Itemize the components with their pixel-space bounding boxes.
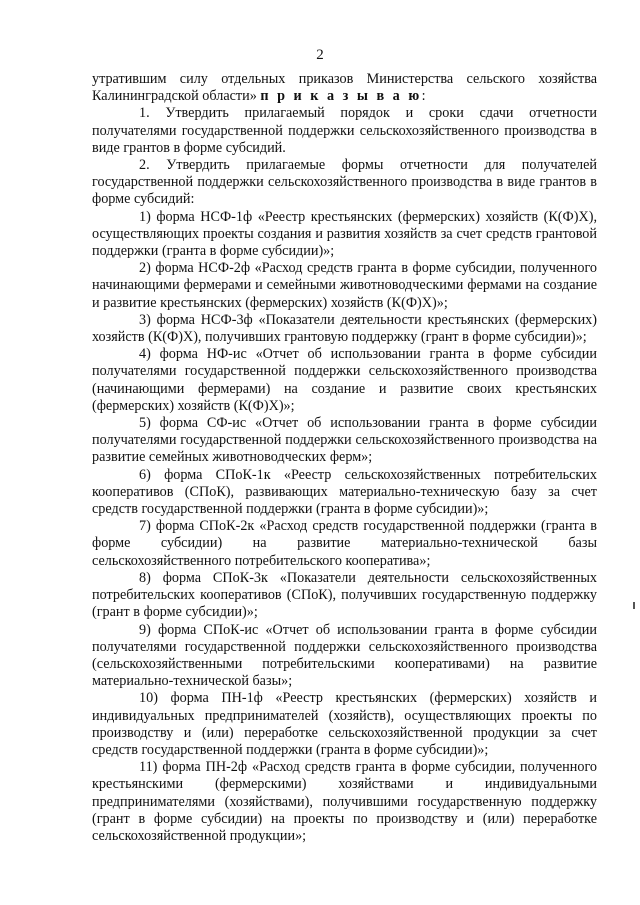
list-item-form-nf-is: 4) форма НФ-ис «Отчет об использовании гранта в форме субсидии получателями государственной поддержки сельскохозяйственного производства (начинающими фермерами) на создание и развитие своих крестьянских (фермерских) хозяйств (К(Ф)Х)»;: [92, 346, 597, 414]
list-item-form-spok-2k: 7) форма СПоК-2к «Расход средств государственной поддержки (гранта в форме субсидии) на развитие материально-технической базы сельскохозяйственного потребительского кооператива»;: [92, 518, 597, 569]
scan-edge-mark: [633, 602, 635, 609]
intro-colon: :: [421, 88, 426, 105]
document-body: [92, 71, 597, 845]
paragraph-approve-procedure: 1. Утвердить прилагаемый порядок и сроки сдачи отчетности получателями государственной поддержки сельскохозяйственного производства в виде грантов в форме субсидий.: [92, 105, 597, 156]
list-item-form-spok-1k: 6) форма СПоК-1к «Реестр сельскохозяйственных потребительских кооперативов (СПоК), развивающих материально-техническую базу за счет средств государственной поддержки (гранта в форме субсидии)»;: [92, 466, 597, 518]
list-item-form-nsf-1f: 1) форма НСФ-1ф «Реестр крестьянских (фермерских) хозяйств (К(Ф)Х), осуществляющих проекты создания и развития хозяйств за счет средств грантовой поддержки (гранта в форме субсидии)»;: [92, 208, 597, 260]
intro-text: утратившим силу отдельных приказов Министерства сельского хозяйства Калининградской области»: [92, 71, 597, 105]
list-item-form-nsf-3f: 3) форма НСФ-3ф «Показатели деятельности крестьянских (фермерских) хозяйств (К(Ф)Х), получивших грантовую поддержку (грант в форме субсидии)»;: [92, 311, 597, 346]
list-item-form-pn-1f: 10) форма ПН-1ф «Реестр крестьянских (фермерских) хозяйств и индивидуальных предпринимателей (хозяйств), осуществляющих проекты по производству и (или) переработке сельскохозяйственной продукции за счет средств государственной поддержки (гранта в форме субсидии)»;: [92, 690, 597, 758]
list-item-form-spok-is: 9) форма СПоК-ис «Отчет об использовании гранта в форме субсидии получателями государственной поддержки сельскохозяйственного производства (сельскохозяйственными потребительскими кооперативами) на развитие материально-технической базы»;: [92, 621, 597, 690]
list-item-form-pn-2f: 11) форма ПН-2ф «Расход средств гранта в форме субсидии, полученного крестьянскими (фермерскими) хозяйствами и индивидуальными предпринимателями (хозяйствами), получившими государственную поддержку (грант в форме субсидии) на проекты по производству и (или) переработке сельскохозяйственной продукции»;: [92, 759, 597, 844]
intro-paragraph: [92, 71, 597, 105]
page-number: 2: [316, 47, 324, 63]
list-item-form-nsf-2f: 2) форма НСФ-2ф «Расход средств гранта в форме субсидии, полученного начинающими фермерами и семейными животноводческими фермами на создание и развитие крестьянских (фермерских) хозяйств (К(Ф)Х)»;: [92, 260, 597, 311]
order-command: п р и к а з ы в а ю: [260, 88, 422, 105]
list-item-form-spok-3k: 8) форма СПоК-3к «Показатели деятельности сельскохозяйственных потребительских кооперативов (СПоК), получивших государственную поддержку (грант в форме субсидии)»;: [92, 569, 597, 621]
paragraph-approve-forms: 2. Утвердить прилагаемые формы отчетности для получателей государственной поддержки сельскохозяйственного производства в виде грантов в форме субсидий:: [92, 157, 597, 208]
list-item-form-sf-is: 5) форма СФ-ис «Отчет об использовании гранта в форме субсидии получателями государственной поддержки сельскохозяйственного производства на развитие семейных животноводческих ферм»;: [92, 415, 597, 466]
